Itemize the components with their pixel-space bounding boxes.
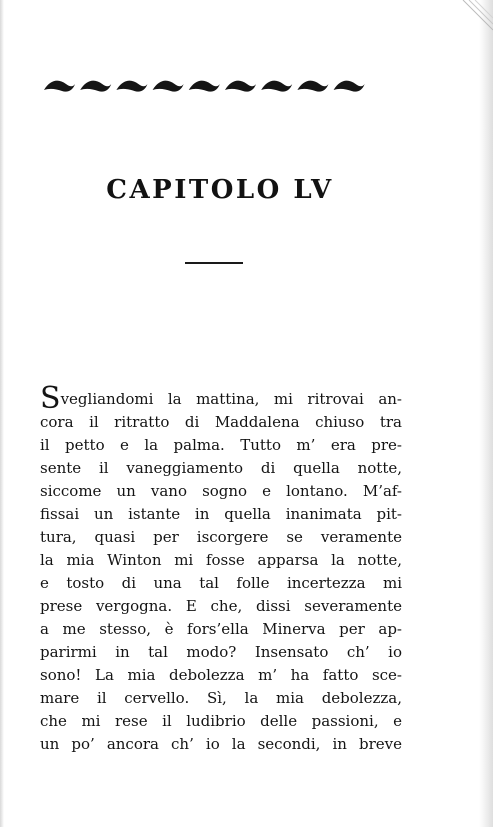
- text-line-11: a me stesso, è fors’ella Minerva per ap-: [40, 620, 402, 638]
- page-left-edge: [0, 0, 4, 827]
- wave-rule-ornament-icon: [44, 76, 370, 98]
- text-line-1-rest: vegliandomi la mattina, mi ritrovai an-: [60, 390, 402, 408]
- text-line-1: [40, 381, 402, 416]
- text-line-13: sono! La mia debolezza m’ ha fatto sce-: [40, 666, 402, 684]
- text-line-16: un po’ ancora ch’ io la secondi, in breve: [40, 735, 402, 753]
- wave-ornament-segment: [297, 81, 328, 92]
- wave-ornament-segment: [116, 81, 147, 92]
- wave-ornament-segment: [189, 81, 220, 92]
- wave-ornament-segment: [261, 81, 292, 92]
- text-line-6: fissai un istante in quella inanimata pit-: [40, 505, 402, 523]
- text-line-4: sente il vaneggiamento di quella notte,: [40, 459, 402, 477]
- chapter-body-text: [40, 381, 402, 756]
- page-corner-curl-icon: [459, 0, 493, 34]
- wave-ornament-segment: [153, 81, 184, 92]
- text-line-15: che mi rese il ludibrio delle passioni, e: [40, 712, 402, 730]
- page-right-edge: [479, 0, 493, 827]
- title-rule: [185, 262, 243, 264]
- text-line-12: parirmi in tal modo? Insensato ch’ io: [40, 643, 402, 661]
- wave-ornament-segment: [225, 81, 256, 92]
- text-line-10: prese vergogna. E che, dissi severamente: [40, 597, 402, 615]
- text-line-9: e tosto di una tal folle incertezza mi: [40, 574, 402, 592]
- text-line-14: mare il cervello. Sì, la mia debolezza,: [40, 689, 402, 707]
- chapter-title: CAPITOLO LV: [106, 175, 334, 205]
- text-line-8: la mia Winton mi fosse apparsa la notte,: [40, 551, 402, 569]
- text-line-7: tura, quasi per iscorgere se veramente: [40, 528, 402, 546]
- wave-ornament-segment: [80, 81, 111, 92]
- drop-cap: S: [40, 381, 61, 416]
- wave-ornament-segment: [44, 81, 75, 92]
- text-line-5: siccome un vano sogno e lontano. M’af-: [40, 482, 402, 500]
- text-line-2: cora il ritratto di Maddalena chiuso tra: [40, 413, 402, 431]
- wave-ornament-segment: [334, 81, 365, 92]
- text-line-3: il petto e la palma. Tutto m’ era pre-: [40, 436, 402, 454]
